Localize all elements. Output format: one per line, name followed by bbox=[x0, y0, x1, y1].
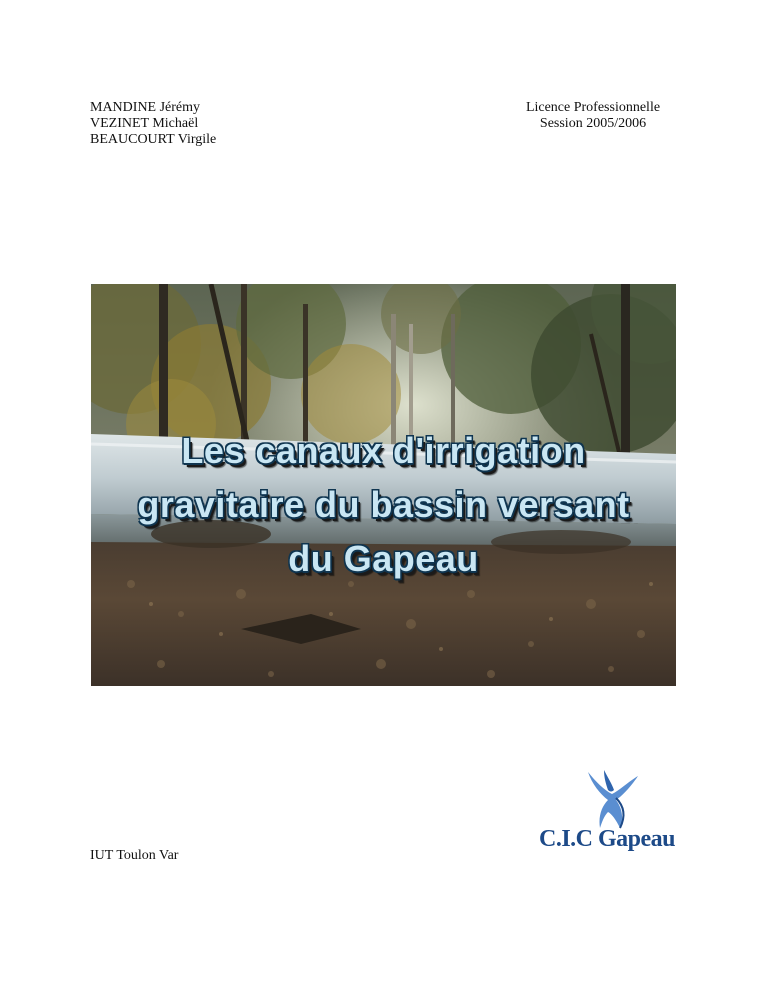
program-session: Session 2005/2006 bbox=[539, 116, 647, 131]
author-name: MANDINE Jérémy bbox=[90, 100, 201, 115]
cic-gapeau-logo bbox=[532, 768, 682, 858]
cover-title-line: gravitaire du bassin versant bbox=[137, 484, 630, 525]
cover-title-line: Les canaux d'irrigation bbox=[181, 430, 586, 471]
cover-title-line: du Gapeau bbox=[288, 538, 479, 579]
program-title: Licence Professionnelle bbox=[525, 100, 661, 115]
cover-title bbox=[91, 424, 676, 586]
logo-text: C.I.C Gapeau bbox=[538, 826, 676, 852]
stylized-figure-icon bbox=[582, 768, 642, 830]
author-name: VEZINET Michaël bbox=[90, 116, 199, 131]
authors-block bbox=[90, 100, 216, 148]
author-name: BEAUCOURT Virgile bbox=[90, 132, 217, 147]
cover-image bbox=[91, 284, 676, 686]
school-name: IUT Toulon Var bbox=[90, 848, 179, 863]
program-block bbox=[498, 100, 688, 132]
